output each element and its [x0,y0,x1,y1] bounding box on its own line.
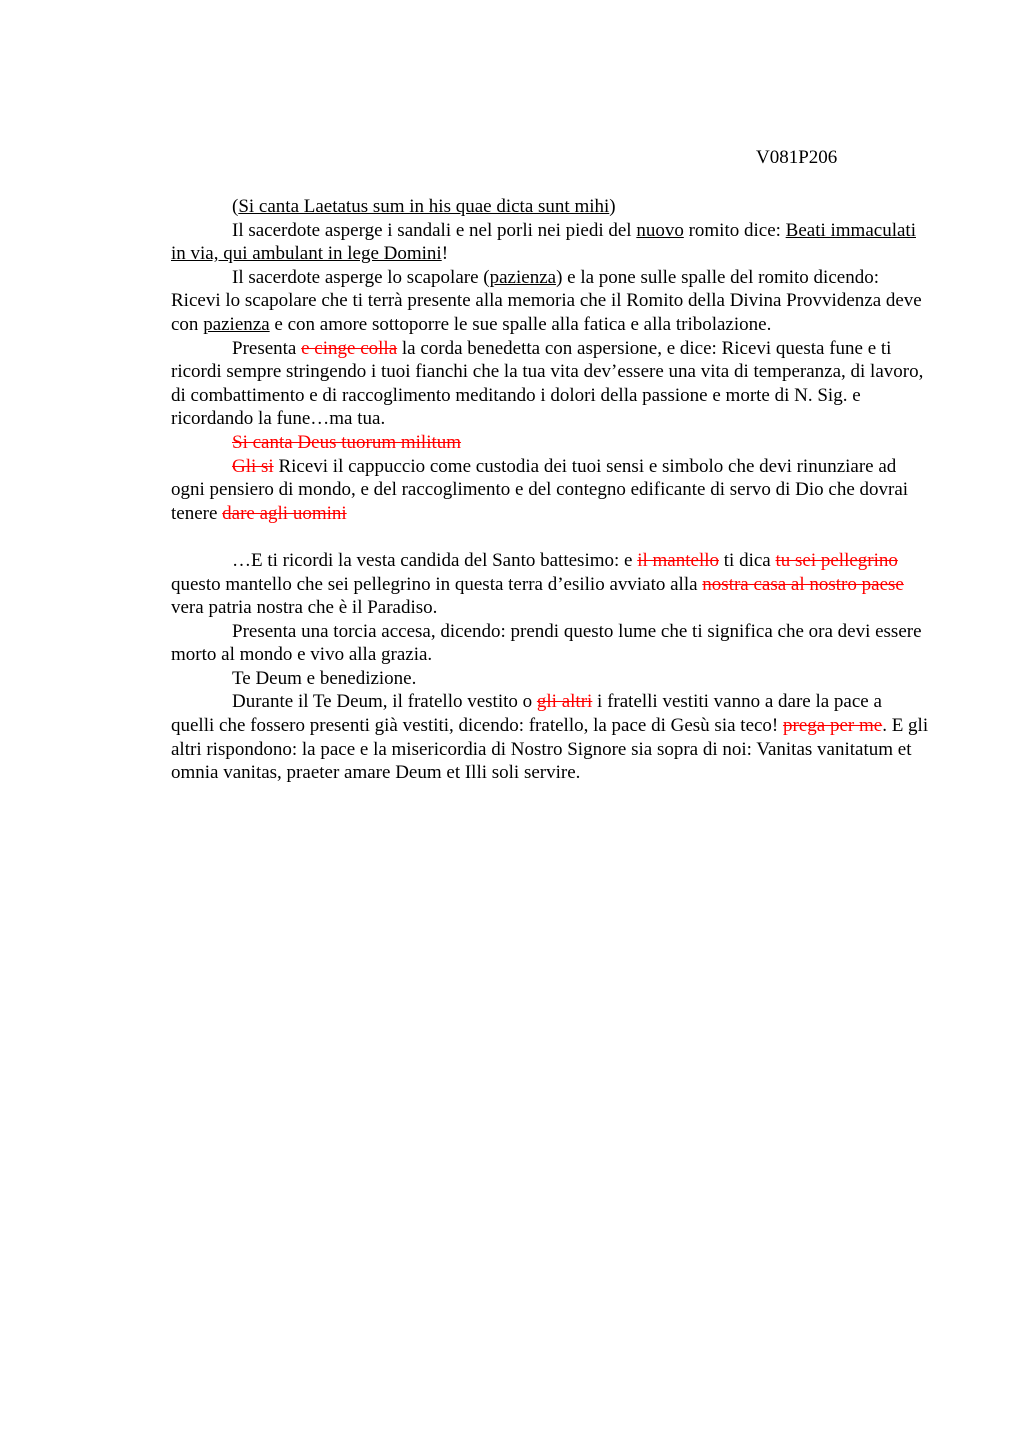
p6-text-b: Ricevi il cappuccio come custodia dei tuoi sensi e simbolo che devi rinunziare ad ogni pensiero di mondo, e del raccoglimento e del contegno edificante di servo di Dio che dovrai tenere [171,455,909,524]
paragraph-6 [171,455,929,526]
p9-text-a: Te Deum e benedizione. [232,667,417,689]
p10-text-a: Durante il Te Deum, il fratello vestito o [232,691,537,713]
p3-text-c: ) e la pone sulle spalle del romito dicendo: Ricevi lo scapolare che ti terrà presente alla memoria che il Romito della Divina Provvidenza deve con [171,266,922,335]
p4-text-c: la corda benedetta con aspersione, e dice: Ricevi questa fune e ti ricordi sempre stringendo i tuoi fianchi che la tua vita dev’essere una vita di temperanza, di lavoro, di combattimento e di raccoglimento meditando i dolori della passione e morte di N. Sig. e ricordando la fune…ma tua. [171,337,924,430]
p3-text-a: Il sacerdote asperge lo scapolare ( [232,266,490,288]
p10-deletion-2: prega per me [783,715,883,737]
document-body [171,195,929,785]
p5-deletion: Si canta Deus tuorum militum [232,431,462,453]
paragraph-5 [171,431,929,455]
p7-text-c: ti dica [719,549,776,571]
blank-line [171,525,929,549]
p7-deletion-1: il mantello [637,549,720,571]
paragraph-10 [171,690,929,784]
paragraph-9 [171,667,929,691]
p10-text-e: . E gli altri rispondono: la pace e la misericordia di Nostro Signore sia sopra di noi: Vanitas vanitatum et omnia vanitas, praeter amare Deum et Illi soli servire. [171,715,929,784]
p6-deletion-2: dare agli uomini [222,502,347,524]
p3-underlined-pazienza-2: pazienza [203,313,270,335]
p2-text-e: ! [441,243,449,265]
p4-deletion: e cinge colla [301,337,398,359]
document-reference: V081P206 [756,147,838,168]
paragraph-3 [171,266,929,337]
p6-deletion-1: Gli si [232,455,274,477]
p7-deletion-2: tu sei pellegrino [775,549,898,571]
p2-underlined-beati: Beati immaculati in via, qui ambulant in lege Domini [171,219,916,265]
p1-text-a: ( [232,196,239,217]
p4-text-a: Presenta [232,337,302,359]
p10-text-c: i fratelli vestiti vanno a dare la pace a quelli che fossero presenti già vestiti, dicendo: fratello, la pace di Gesù sia teco! [171,691,882,737]
p3-underlined-pazienza-1: pazienza [489,266,557,288]
paragraph-8 [171,620,929,667]
p7-text-a: …E ti ricordi la vesta candida del Santo battesimo: e [232,549,638,571]
p8-text-a: Presenta una torcia accesa, dicendo: prendi questo lume che ti significa che ora devi essere morto al mondo e vivo alla grazia. [171,620,922,666]
paragraph-1 [171,195,929,219]
p2-text-a: Il sacerdote asperge i sandali e nel porli nei piedi del [232,219,637,241]
paragraph-4 [171,337,929,431]
paragraph-7 [171,549,929,620]
p3-text-e: e con amore sottoporre le sue spalle alla fatica e alla tribolazione. [269,313,772,335]
p1-text-c: ) [609,196,616,217]
p7-deletion-3: nostra casa al nostro paese [702,573,904,595]
paragraph-2 [171,219,929,266]
p1-underlined-chant: Si canta Laetatus sum in his quae dicta sunt mihi [238,196,610,217]
p2-underlined-nuovo: nuovo [636,219,684,241]
p7-text-e: questo mantello che sei pellegrino in questa terra d’esilio avviato alla [171,573,703,595]
p2-text-c: romito dice: [683,219,786,241]
p10-deletion-1: gli altri [536,691,593,713]
p7-text-g: vera patria nostra che è il Paradiso. [171,597,438,619]
